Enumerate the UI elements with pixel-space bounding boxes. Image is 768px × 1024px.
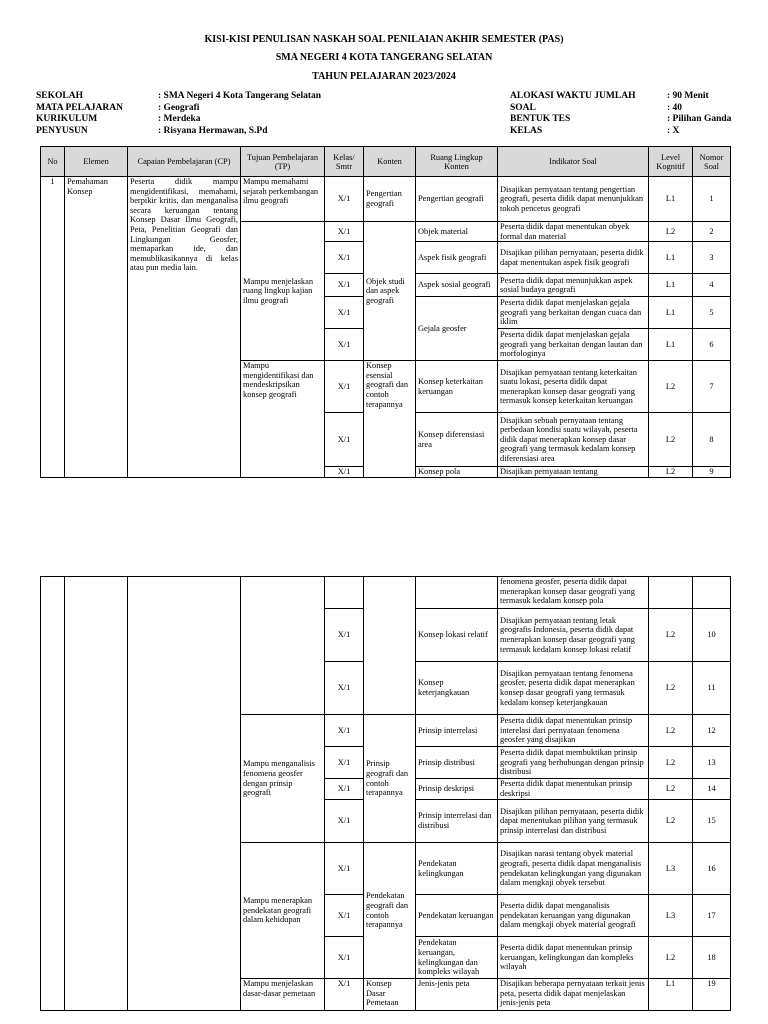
ruang-cell: Konsep pola — [416, 467, 498, 478]
nomor-cell: 2 — [693, 222, 731, 242]
kelas-cell — [325, 577, 364, 609]
kelas-cell: X/1 — [325, 937, 364, 979]
school-title: SMA NEGERI 4 KOTA TANGERANG SELATAN — [275, 52, 493, 63]
table-row — [41, 177, 731, 222]
indikator-cell: Disajikan narasi tentang obyek material geografi, peserta didik dapat menganalisis pendekatan kelingkungan yang digunakan dalam mengkaji obyek tersebut — [498, 843, 649, 895]
ruang-cell: Konsep keterkaitan keruangan — [416, 361, 498, 413]
indikator-cell: Peserta didik dapat membuktikan prinsip geografi yang berhubungan dengan prinsip distribusi — [498, 747, 649, 779]
meta-value: : 90 Menit — [667, 91, 709, 101]
cp-cell — [128, 577, 241, 1011]
indikator-cell: Disajikan sebuah pernyataan tentang perbedaan kondisi suatu wilayah, peserta didik dapat menerapkan konsep dasar geografi yang termasuk kedalam konsep diferensiasi area — [498, 413, 649, 467]
indikator-cell: Peserta didik dapat menjelaskan gejala geografi yang berkaitan dengan lautan dan morfologinya — [498, 329, 649, 361]
kelas-cell: X/1 — [325, 779, 364, 800]
cp-cell: Peserta didik mampu mengidentifikasi, memahami, berpikir kritis, dan menganalisa secara keruangan tentang Konsep Dasar Ilmu Geografi, Peta, Penelitian Geografi dan Lingkungan Geosfer, memaparkan ide, dan memublikasikannya di kelas atau pun media lain. — [128, 177, 241, 478]
level-cell: L2 — [649, 662, 693, 715]
kisi-table-page1 — [40, 146, 731, 478]
tp-cell: Mampu menjelaskan dasar-dasar pemetaan — [241, 979, 325, 1011]
meta-value: : SMA Negeri 4 Kota Tangerang Selatan — [158, 91, 322, 101]
nomor-cell: 1 — [693, 177, 731, 222]
indikator-cell: Disajikan pernyataan tentang pengertian geografi, peserta didik dapat menunjukkan tokoh pencetus geografi — [498, 177, 649, 222]
meta-label: ALOKASI WAKTU JUMLAH — [510, 91, 636, 101]
tp-cell: Mampu menganalisis fenomena geosfer dengan prinsip geografi — [241, 715, 325, 843]
level-cell: L2 — [649, 413, 693, 467]
year-title: TAHUN PELAJARAN 2023/2024 — [312, 71, 456, 82]
level-cell: L1 — [649, 979, 693, 1011]
kelas-cell: X/1 — [325, 979, 364, 1011]
kelas-cell: X/1 — [325, 895, 364, 937]
ruang-cell: Pendekatan kelingkungan — [416, 843, 498, 895]
level-cell: L3 — [649, 895, 693, 937]
nomor-cell: 19 — [693, 979, 731, 1011]
kelas-cell: X/1 — [325, 609, 364, 662]
konten-cell: Pengertian geografi — [364, 177, 416, 222]
kelas-cell: X/1 — [325, 242, 364, 274]
kelas-cell: X/1 — [325, 297, 364, 329]
ruang-cell: Konsep diferensiasi area — [416, 413, 498, 467]
tp-cell: Mampu memahami sejarah perkembangan ilmu geografi — [241, 177, 325, 222]
meta-right-labels — [510, 91, 635, 137]
ruang-cell: Pendekatan keruangan — [416, 895, 498, 937]
indikator-cell: fenomena geosfer, peserta didik dapat menerapkan konsep dasar geografi yang termasuk kedalam konsep pola — [498, 577, 649, 609]
col-nomor: Nomor Soal — [693, 147, 731, 177]
nomor-cell: 12 — [693, 715, 731, 747]
tp-cell: Mampu mengidentifikasi dan mendeskripsikan konsep geografi — [241, 361, 325, 478]
nomor-cell: 15 — [693, 800, 731, 843]
ruang-cell: Prinsip distribusi — [416, 747, 498, 779]
ruang-cell: Aspek sosial geografi — [416, 274, 498, 297]
no-cell — [41, 577, 65, 1011]
tp-cell — [241, 577, 325, 715]
meta-label: KELAS — [510, 125, 543, 136]
kelas-cell: X/1 — [325, 800, 364, 843]
meta-label: SEKOLAH — [36, 91, 83, 101]
konten-cell: Objek studi dan aspek geografi — [364, 222, 416, 361]
table-row — [41, 577, 731, 609]
indikator-cell: Peserta didik dapat menjelaskan gejala geografi yang berkaitan dengan cuaca dan iklim — [498, 297, 649, 329]
ruang-cell: Prinsip deskripsi — [416, 779, 498, 800]
meta-label: SOAL — [510, 102, 536, 113]
indikator-cell: Peserta didik dapat menganalisis pendekatan keruangan yang digunakan dalam mengkaji obyek material geografi — [498, 895, 649, 937]
kelas-cell: X/1 — [325, 177, 364, 222]
col-cp: Capaian Pembelajaran (CP) — [128, 147, 241, 177]
nomor-cell: 16 — [693, 843, 731, 895]
col-elemen: Elemen — [65, 147, 128, 177]
col-tp: Tujuan Pembelajaran (TP) — [241, 147, 325, 177]
ruang-cell: Prinsip interrelasi — [416, 715, 498, 747]
ruang-cell: Jenis-jenis peta — [416, 979, 498, 1011]
level-cell — [649, 577, 693, 609]
meta-value: : X — [667, 125, 680, 136]
elemen-cell — [65, 577, 128, 1011]
ruang-cell: Konsep lokasi relatif — [416, 609, 498, 662]
kelas-cell: X/1 — [325, 222, 364, 242]
level-cell: L1 — [649, 242, 693, 274]
level-cell: L2 — [649, 800, 693, 843]
meta-left-values — [158, 91, 321, 137]
meta-value: : Risyana Hermawan, S.Pd — [158, 125, 268, 136]
kelas-cell: X/1 — [325, 843, 364, 895]
nomor-cell: 18 — [693, 937, 731, 979]
level-cell: L2 — [649, 747, 693, 779]
indikator-cell: Disajikan pernyataan tentang keterkaitan suatu lokasi, peserta didik dapat menerapkan konsep dasar geografi yang termasuk konsep keterkaitan keruangan — [498, 361, 649, 413]
konten-cell: Konsep Dasar Pemetaan — [364, 979, 416, 1011]
meta-label: KURIKULUM — [36, 114, 98, 124]
nomor-cell: 3 — [693, 242, 731, 274]
indikator-cell: Disajikan pernyataan tentang fenomena geosfer, peserta didik dapat menerapkan konsep dasar geografi yang termasuk kedalam konsep keterjangkauan — [498, 662, 649, 715]
level-cell: L2 — [649, 609, 693, 662]
level-cell: L1 — [649, 297, 693, 329]
meta-left-labels — [36, 91, 123, 137]
indikator-cell: Peserta didik dapat menentukan prinsip interelasi dari pernyataan fenomena geosfer yang disajikan — [498, 715, 649, 747]
meta-label: PENYUSUN — [36, 125, 88, 136]
meta-value: : Pilihan Ganda — [667, 114, 732, 124]
meta-value: : 40 — [667, 102, 683, 113]
col-no: No — [41, 147, 65, 177]
level-cell: L2 — [649, 361, 693, 413]
tp-cell: Mampu menjelaskan ruang lingkup kajian ilmu geografi — [241, 222, 325, 361]
kelas-cell: X/1 — [325, 329, 364, 361]
indikator-cell: Disajikan pernyataan tentang — [498, 467, 649, 478]
kelas-cell: X/1 — [325, 361, 364, 413]
level-cell: L1 — [649, 274, 693, 297]
elemen-cell: Pemahaman Konsep — [65, 177, 128, 478]
level-cell: L2 — [649, 937, 693, 979]
indikator-cell: Peserta didik dapat menentukan obyek formal dan material — [498, 222, 649, 242]
nomor-cell: 13 — [693, 747, 731, 779]
ruang-cell: Gejala geosfer — [416, 297, 498, 361]
nomor-cell — [693, 577, 731, 609]
meta-right-values — [667, 91, 731, 137]
level-cell: L1 — [649, 329, 693, 361]
col-ruang: Ruang Lingkup Konten — [416, 147, 498, 177]
level-cell: L3 — [649, 843, 693, 895]
indikator-cell: Disajikan pilihan pernyataan, peserta didik dapat menentukan pilihan yang termasuk prinsip interrelasi dan distribusi — [498, 800, 649, 843]
kelas-cell: X/1 — [325, 467, 364, 478]
nomor-cell: 7 — [693, 361, 731, 413]
indikator-cell: Disajikan beberapa pernyataan terkait jenis peta, peserta didik dapat menjelaskan jenis-jenis peta — [498, 979, 649, 1011]
ruang-cell: Aspek fisik geografi — [416, 242, 498, 274]
nomor-cell: 14 — [693, 779, 731, 800]
level-cell: L2 — [649, 222, 693, 242]
indikator-cell: Disajikan pilihan pernyataan, peserta didik dapat menentukan aspek fisik geografi — [498, 242, 649, 274]
indikator-cell: Peserta didik dapat menentukan prinsip keruangan, kelingkungan dan kompleks wilayah — [498, 937, 649, 979]
ruang-cell — [416, 577, 498, 609]
level-cell: L2 — [649, 779, 693, 800]
indikator-cell: Disajikan pernyataan tentang letak geografis Indonesia, peserta didik dapat menerapkan konsep dasar geografi yang termasuk kedalam konsep lokasi relatif — [498, 609, 649, 662]
row-no: 1 — [41, 177, 65, 478]
kelas-cell: X/1 — [325, 274, 364, 297]
tp-cell: Mampu menerapkan pendekatan geografi dalam kehidupan — [241, 843, 325, 979]
konten-cell: Konsep esensial geografi dan contoh terapannya — [364, 361, 416, 478]
meta-label: BENTUK TES — [510, 114, 571, 124]
kelas-cell: X/1 — [325, 747, 364, 779]
ruang-cell: Pendekatan keruangan, kelingkungan dan kompleks wilayah — [416, 937, 498, 979]
nomor-cell: 17 — [693, 895, 731, 937]
nomor-cell: 11 — [693, 662, 731, 715]
meta-value: : Geografi — [158, 102, 200, 113]
level-cell: L2 — [649, 715, 693, 747]
meta-label: MATA PELAJARAN — [36, 102, 123, 113]
konten-cell: Pendekatan geografi dan contoh terapannya — [364, 843, 416, 979]
nomor-cell: 5 — [693, 297, 731, 329]
nomor-cell: 6 — [693, 329, 731, 361]
level-cell: L2 — [649, 467, 693, 478]
ruang-cell: Konsep keterjangkauan — [416, 662, 498, 715]
kelas-cell: X/1 — [325, 715, 364, 747]
kelas-cell: X/1 — [325, 662, 364, 715]
meta-value: : Merdeka — [158, 114, 201, 124]
indikator-cell: Peserta didik dapat menunjukkan aspek sosial budaya geografi — [498, 274, 649, 297]
doc-title: KISI-KISI PENULISAN NASKAH SOAL PENILAIAN AKHIR SEMESTER (PAS) — [204, 34, 564, 45]
col-konten: Konten — [364, 147, 416, 177]
indikator-cell: Peserta didik dapat menentukan prinsip deskripsi — [498, 779, 649, 800]
col-level: Level Kognitif — [649, 147, 693, 177]
level-cell: L1 — [649, 177, 693, 222]
nomor-cell: 10 — [693, 609, 731, 662]
nomor-cell: 9 — [693, 467, 731, 478]
konten-cell: Prinsip geografi dan contoh terapannya — [364, 715, 416, 843]
nomor-cell: 8 — [693, 413, 731, 467]
konten-cell — [364, 577, 416, 715]
col-kelas: Kelas/ Smtr — [325, 147, 364, 177]
ruang-cell: Pengertian geografi — [416, 177, 498, 222]
kisi-table-page2 — [40, 576, 731, 1011]
ruang-cell: Objek material — [416, 222, 498, 242]
col-indikator: Indikator Soal — [498, 147, 649, 177]
kelas-cell: X/1 — [325, 413, 364, 467]
nomor-cell: 4 — [693, 274, 731, 297]
ruang-cell: Prinsip interrelasi dan distribusi — [416, 800, 498, 843]
